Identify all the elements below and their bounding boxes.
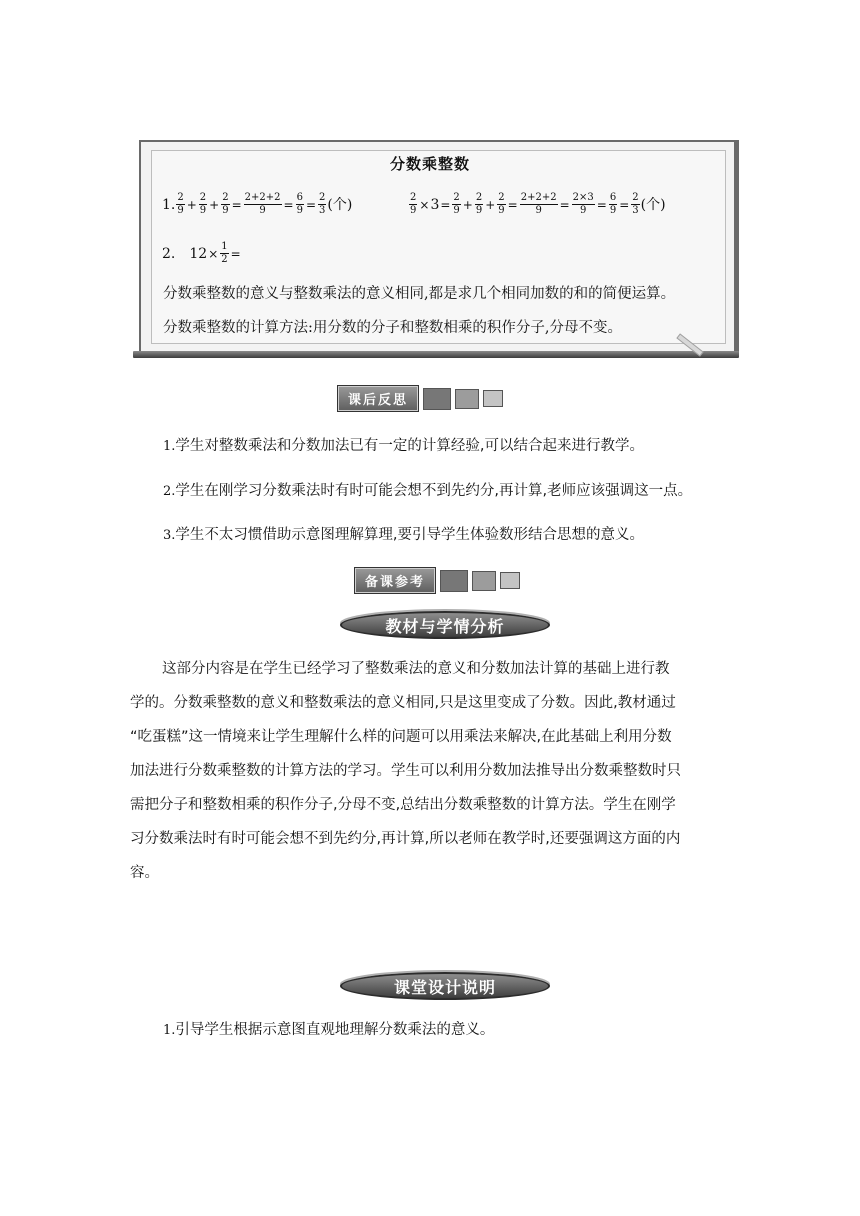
- square-icon: [500, 572, 520, 589]
- tab-label: 备课参考: [354, 567, 436, 594]
- line1-prefix: 1.: [162, 196, 176, 213]
- fraction: $\frac{2}{9}$: [475, 192, 483, 216]
- fraction: $\frac{2}{9}$: [453, 192, 460, 216]
- line2-prefix: 2.: [162, 245, 176, 262]
- fraction: $\frac{6}{9}$: [296, 192, 303, 216]
- section-tab-reference: [354, 567, 520, 594]
- fraction: $\frac{2}{3}$: [632, 192, 639, 216]
- fraction: $\frac{2}{9}$: [498, 192, 505, 216]
- reflection-item: 3.学生不太习惯借助示意图理解算理,要引导学生体验数形结合思想的意义。: [163, 527, 645, 543]
- square-icon: [440, 570, 468, 592]
- fraction: $\frac{2+2+2}{9}$: [520, 192, 557, 216]
- board-line1-left: 1. $\frac{2}{9}$ + $\frac{2}{9}$ + $\frac{2}{9}$ = $\frac{2+2+2}{9}$ = $\frac{6}{9}$ = $\frac{2}{3}$ (个): [162, 192, 353, 216]
- board-method: 分数乘整数的计算方法:用分数的分子和整数相乘的积作分子,分母不变。: [163, 320, 622, 336]
- banner-analysis: [340, 608, 550, 642]
- square-icon: [423, 388, 451, 410]
- fraction: $\frac{2}{3}$: [319, 192, 326, 216]
- fraction: $\frac{2}{9}$: [177, 192, 184, 216]
- banner-label: 课堂设计说明: [393, 977, 496, 997]
- tab-label: 课后反思: [337, 385, 419, 412]
- banner-label: 教材与学情分析: [385, 616, 505, 636]
- board-line2: 2. 12 × $\frac{1}{2}$ =: [162, 241, 241, 265]
- fraction: $\frac{2+2+2}{9}$: [244, 192, 281, 216]
- blackboard-tray: [133, 351, 739, 358]
- analysis-paragraph: 这部分内容是在学生已经学习了整数乘法的意义和分数加法计算的基础上进行教 学的。分数乘整数的意义和整数乘法的意义相同,只是这里变成了分数。因此,教材通过 “吃蛋糕”这一情境来让学生理解什么样的问题可以用乘法来解决,在此基础上利用分数 加法进行分数乘整数的计算方法的学习。学生可以利用分数加法推导出分数乘整数时只 需把分子和整数相乘的积作分子,分母不变,总结出分数乘整数的计算方法。学生在刚学 习分数乘法时有时可能会想不到先约分,再计算,所以老师在教学时,还要强调这方面的内 容。: [130, 661, 681, 881]
- reflection-item: 1.学生对整数乘法和分数加法已有一定的计算经验,可以结合起来进行教学。: [163, 438, 645, 454]
- section-tab-reflection: [337, 385, 503, 412]
- board-title: 分数乘整数: [389, 155, 470, 173]
- fraction: $\frac{2}{9}$: [410, 192, 417, 216]
- banner-design: [340, 969, 550, 1003]
- board-line1-right: $\frac{2}{9}$ × 3 = $\frac{2}{9}$ + $\frac{2}{9}$ + $\frac{2}{9}$ = $\frac{2+2+2}{9}$ = $\frac{2\times 3}{9}$ = $\frac{6}{9}$ = $\frac{2}{3}$ (个): [410, 192, 666, 216]
- square-icon: [472, 571, 496, 591]
- board-meaning: 分数乘整数的意义与整数乘法的意义相同,都是求几个相同加数的和的简便运算。: [163, 286, 676, 302]
- fraction: $\frac{2}{9}$: [222, 192, 229, 216]
- fraction: $\frac{1}{2}$: [221, 241, 228, 265]
- fraction: $\frac{2\times 3}{9}$: [572, 192, 594, 216]
- fraction: $\frac{6}{9}$: [609, 192, 617, 216]
- reflection-item: 2.学生在刚学习分数乘法时有时可能会想不到先约分,再计算,老师应该强调这一点。: [163, 483, 693, 499]
- unit-label: (个): [327, 196, 353, 213]
- square-icon: [455, 389, 479, 409]
- fraction: $\frac{2}{9}$: [199, 192, 207, 216]
- design-item: 1.引导学生根据示意图直观地理解分数乘法的意义。: [163, 1022, 495, 1038]
- square-icon: [483, 390, 503, 407]
- unit-label: (个): [640, 196, 666, 213]
